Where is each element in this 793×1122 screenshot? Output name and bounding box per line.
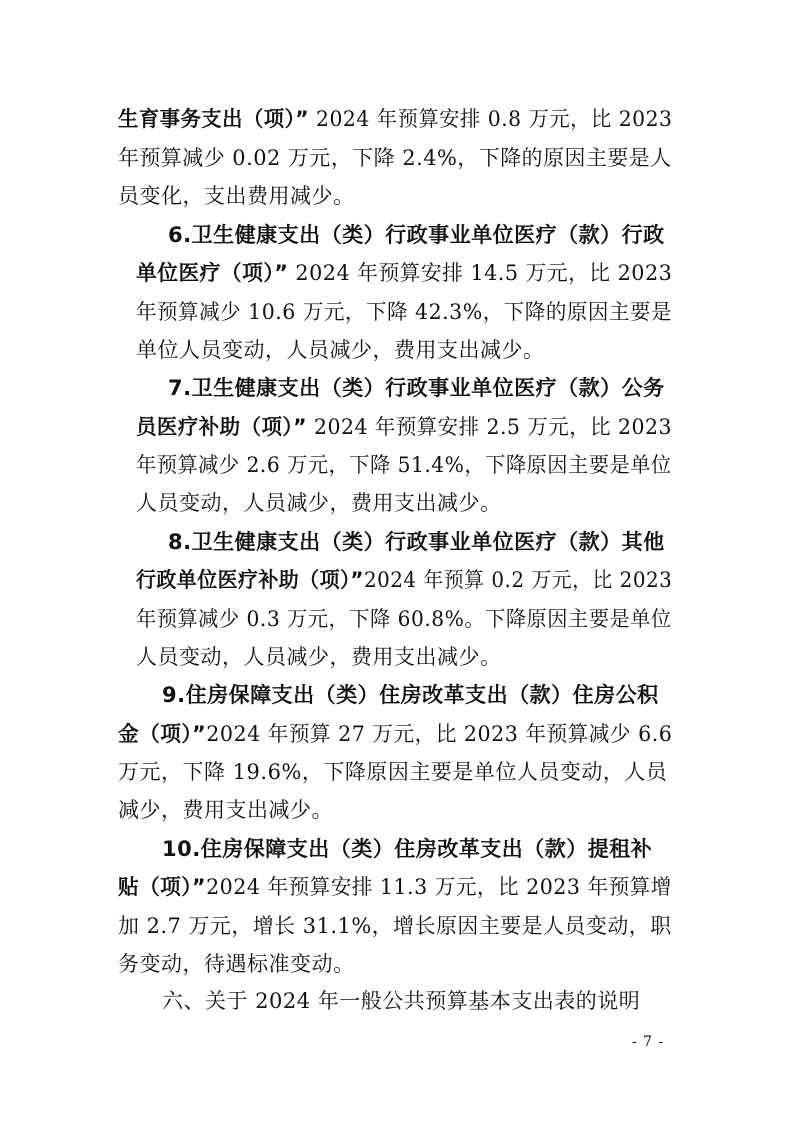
text-line <box>118 145 672 171</box>
text-line <box>136 299 672 325</box>
body-text: 年预算减少 2.6 万元，下降 51.4%，下降原因主要是单位 <box>136 453 672 477</box>
body-text: 2024 年预算安排 14.5 万元，比 2023 <box>288 261 673 285</box>
text-line <box>136 644 502 670</box>
body-text: 2024 年预算安排 0.8 万元，比 2023 <box>309 107 673 131</box>
section-heading: 六、关于 2024 年一般公共预算基本支出表的说明 <box>162 989 641 1013</box>
body-text: 年预算减少 0.3 万元，下降 60.8%。下降原因主要是单位 <box>136 607 672 631</box>
body-text: 2024 年预算 0.2 万元，比 2023 <box>363 568 673 592</box>
body-text: 单位人员变动，人员减少，费用支出减少。 <box>136 338 545 362</box>
text-line <box>118 797 333 823</box>
text-line <box>162 836 652 862</box>
text-line <box>168 222 665 248</box>
text-line <box>118 721 672 747</box>
text-line <box>118 759 667 785</box>
text-line <box>118 913 672 939</box>
bold-text: 10.住房保障支出（类）住房改革支出（款）提租补 <box>162 837 653 861</box>
body-text: 年预算减少 10.6 万元，下降 42.3%，下降的原因主要是 <box>136 300 672 324</box>
text-line <box>136 452 672 478</box>
text-line <box>136 606 672 632</box>
text-line <box>168 529 665 555</box>
body-text: 加 2.7 万元，增长 31.1%，增长原因主要是人员变动，职 <box>118 914 672 938</box>
page-number: - 7 - <box>632 1034 665 1050</box>
body-text: 2024 年预算安排 11.3 万元，比 2023 年预算增 <box>206 875 672 899</box>
text-line <box>118 106 672 132</box>
text-line <box>136 260 672 286</box>
text-line <box>136 337 545 363</box>
body-text: 人员变动，人员减少，费用支出减少。 <box>136 645 502 669</box>
bold-text: 行政单位医疗补助（项）” <box>136 568 364 592</box>
body-text: 2024 年预算 27 万元，比 2023 年预算减少 6.6 <box>206 722 673 746</box>
text-line <box>136 414 672 440</box>
text-line <box>136 567 672 593</box>
bold-text: 员医疗补助（项）” <box>136 415 308 439</box>
text-line <box>118 183 355 209</box>
text-line <box>168 375 665 401</box>
bold-text: 9.住房保障支出（类）住房改革支出（款）住房公积 <box>162 683 659 707</box>
body-text: 万元，下降 19.6%，下降原因主要是单位人员变动，人员 <box>118 760 668 784</box>
bold-text: 7.卫生健康支出（类）行政事业单位医疗（款）公务 <box>168 376 665 400</box>
body-text: 年预算减少 0.02 万元，下降 2.4%，下降的原因主要是人 <box>118 146 672 170</box>
bold-text: 金（项）” <box>118 722 207 746</box>
body-text: 减少，费用支出减少。 <box>118 798 333 822</box>
body-text: 员变化，支出费用减少。 <box>118 184 355 208</box>
text-line <box>136 490 502 516</box>
body-text: 2024 年预算安排 2.5 万元，比 2023 <box>307 415 672 439</box>
bold-text: 生育事务支出（项）” <box>118 107 310 131</box>
text-line <box>118 874 672 900</box>
bold-text: 贴（项）” <box>118 875 207 899</box>
body-text: 务变动，待遇标准变动。 <box>118 952 355 976</box>
text-line <box>118 951 355 977</box>
bold-text: 8.卫生健康支出（类）行政事业单位医疗（款）其他 <box>168 530 665 554</box>
bold-text: 单位医疗（项）” <box>136 261 289 285</box>
bold-text: 6.卫生健康支出（类）行政事业单位医疗（款）行政 <box>168 223 665 247</box>
body-text: 人员变动，人员减少，费用支出减少。 <box>136 491 502 515</box>
text-line <box>162 682 659 708</box>
